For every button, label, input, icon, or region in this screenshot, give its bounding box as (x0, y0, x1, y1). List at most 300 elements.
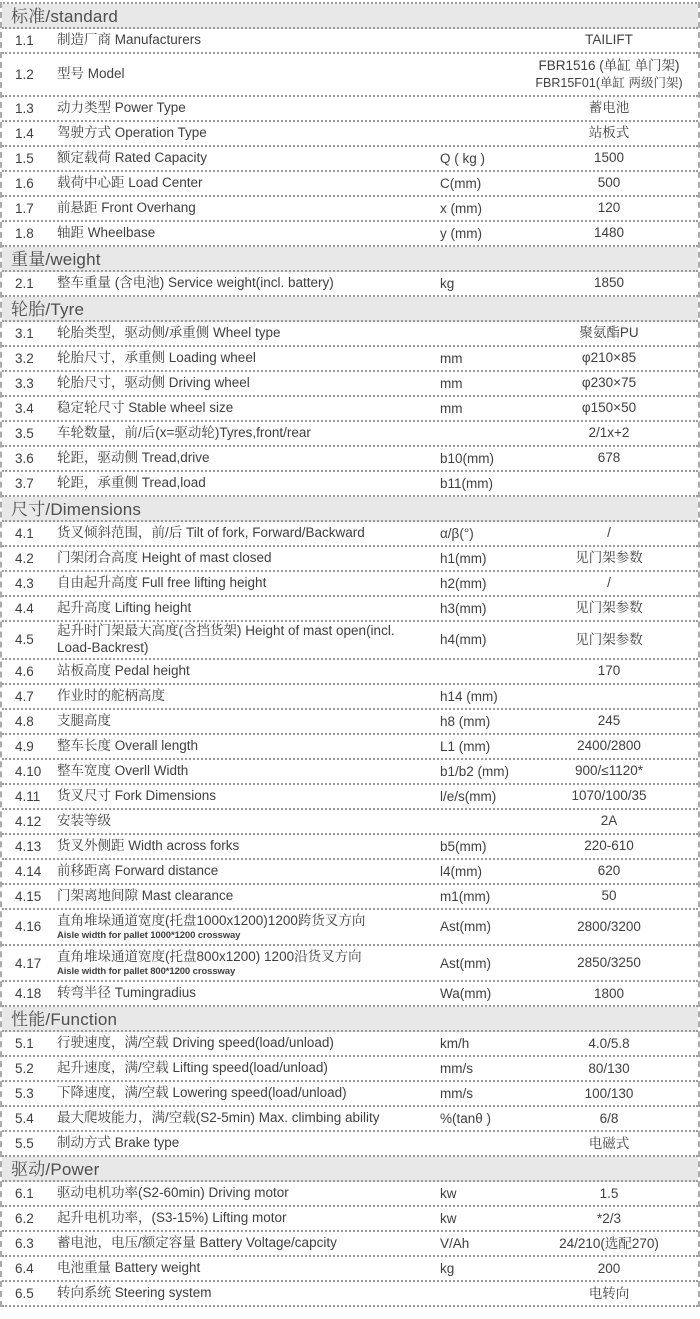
row-value-text: 见门架参数 (575, 600, 643, 616)
row-unit: h3(mm) (440, 601, 487, 617)
row-value (520, 787, 698, 805)
table-row (2, 522, 698, 547)
row-value (520, 1035, 698, 1053)
row-number: 5.3 (15, 1086, 34, 1102)
table-row (2, 54, 698, 97)
row-description-text: 安装等级 (57, 812, 111, 828)
row-value-text: 80/130 (588, 1060, 630, 1076)
row-number: 3.3 (15, 376, 34, 392)
row-description-text: 门架闭合高度 Height of mast closed (57, 550, 272, 566)
row-description (47, 225, 432, 242)
table-row (2, 1032, 698, 1057)
row-value-text: 蓄电池 (588, 100, 630, 116)
row-unit: h4(mm) (440, 632, 487, 648)
row-description (47, 32, 432, 49)
row-description-text: 前移距离 Forward distance (57, 862, 219, 878)
row-value (520, 99, 698, 117)
row-value (520, 574, 698, 592)
row-unit: kg (440, 276, 455, 292)
row-value-text: 2800/3200 (577, 918, 641, 934)
row-value (520, 31, 698, 49)
section-header: 尺寸/Dimensions (2, 497, 698, 522)
row-description-text: 货叉外侧距 Width across forks (57, 837, 240, 853)
row-value-text: 900/≤1120* (575, 763, 643, 779)
row-description-text: 轮胎类型，驱动侧/承重侧 Wheel type (57, 325, 281, 341)
row-unit: Ast(mm) (440, 919, 491, 935)
row-number: 6.5 (15, 1286, 34, 1302)
row-value (520, 712, 698, 730)
row-value (520, 985, 698, 1003)
row-value-text: 220-610 (584, 838, 634, 854)
row-value-text: FBR1516 (单缸 单门架) (538, 58, 680, 73)
row-description-text: 轮胎尺寸，承重侧 Loading wheel (57, 350, 256, 366)
row-number: 1.5 (15, 151, 34, 167)
row-number: 1.8 (15, 226, 34, 242)
row-description (47, 1260, 432, 1277)
table-row (2, 1057, 698, 1082)
section-header: 性能/Function (2, 1007, 698, 1032)
row-description (47, 738, 432, 755)
row-value (520, 954, 698, 972)
row-value (520, 124, 698, 142)
row-description (47, 838, 432, 855)
row-unit: kw (440, 1211, 457, 1227)
row-value (520, 812, 698, 830)
row-number: 4.16 (15, 919, 42, 935)
row-description (47, 663, 432, 680)
row-value (520, 918, 698, 936)
row-description-text: 转弯半径 Tumingradius (57, 985, 197, 1001)
row-unit: mm (440, 351, 463, 367)
row-unit: kg (440, 1261, 455, 1277)
row-number: 3.5 (15, 426, 34, 442)
row-description (47, 813, 432, 830)
row-value (520, 274, 698, 292)
row-description-subtext: Aisle width for pallet 1000*1200 crossway (57, 929, 241, 941)
row-value-text: φ230×75 (581, 375, 637, 391)
row-number: 1.2 (15, 67, 34, 83)
row-value-text: 4.0/5.8 (588, 1035, 630, 1051)
row-value-text: *2/3 (596, 1210, 622, 1226)
row-number: 1.3 (15, 101, 34, 117)
row-description (47, 1060, 432, 1077)
row-value-text: 2400/2800 (577, 738, 641, 754)
row-unit: b10(mm) (440, 451, 495, 467)
row-description (47, 550, 432, 567)
row-number: 1.6 (15, 176, 34, 192)
table-row (2, 572, 698, 597)
row-value-text: 1500 (593, 150, 625, 166)
table-row (2, 472, 698, 497)
row-description (47, 150, 432, 167)
row-value (520, 737, 698, 755)
row-unit: b1/b2 (mm) (440, 763, 510, 779)
row-description-text: 前悬距 Front Overhang (57, 200, 196, 216)
row-unit: V/Ah (440, 1236, 470, 1252)
row-number: 4.4 (15, 601, 34, 617)
row-description (47, 125, 432, 142)
row-value (520, 149, 698, 167)
row-value (520, 1260, 698, 1278)
table-row (2, 322, 698, 347)
row-description (47, 175, 432, 192)
row-value-text: 678 (597, 450, 621, 466)
row-description (47, 400, 432, 417)
row-value-text: 见门架参数 (575, 631, 643, 647)
row-unit: L1 (mm) (440, 738, 491, 754)
row-description (47, 425, 432, 442)
row-description-text: 驱动电机功率(S2-60min) Driving motor (57, 1185, 289, 1201)
row-description-text: 蓄电池，电压/额定容量 Battery Voltage/capcity (57, 1235, 337, 1251)
row-value-text: 见门架参数 (575, 550, 643, 566)
row-value-text: 1.5 (599, 1185, 619, 1201)
row-description-text: 起升速度，满/空载 Lifting speed(load/unload) (57, 1060, 328, 1076)
row-value-text: 170 (597, 663, 621, 679)
row-value-text: 1480 (593, 225, 625, 241)
row-number: 4.12 (15, 813, 42, 829)
row-value (520, 1060, 698, 1078)
row-description (47, 688, 432, 705)
row-description (47, 1110, 432, 1127)
table-row (2, 885, 698, 910)
row-description-subtext: Aisle width for pallet 800*1200 crossway (57, 965, 236, 977)
row-description-text: 电池重量 Battery weight (57, 1260, 201, 1276)
table-row (2, 547, 698, 572)
row-description (47, 325, 432, 342)
table-row (2, 710, 698, 735)
row-value (520, 424, 698, 442)
table-row (2, 422, 698, 447)
row-description (47, 275, 432, 292)
row-description-text: 作业时的舵柄高度 (57, 687, 165, 703)
row-number: 4.6 (15, 663, 34, 679)
row-number: 4.5 (15, 632, 34, 648)
row-value (520, 862, 698, 880)
row-unit: Ast(mm) (440, 955, 491, 971)
row-description (47, 475, 432, 492)
row-description (47, 350, 432, 367)
row-description-text: 整车重量 (含电池) Service weight(incl. battery) (57, 275, 334, 291)
table-row (2, 197, 698, 222)
table-row (2, 147, 698, 172)
row-number: 3.1 (15, 326, 34, 342)
row-value (520, 349, 698, 367)
row-value (520, 324, 698, 342)
row-number: 5.2 (15, 1061, 34, 1077)
row-number: 2.1 (15, 276, 34, 292)
row-value-text: 1850 (593, 275, 625, 291)
row-description-text: 支腿高度 (57, 712, 111, 728)
row-number: 5.1 (15, 1036, 34, 1052)
row-description-text: 货叉倾斜范围，前/后 Tilt of fork, Forward/Backward (57, 525, 365, 541)
row-description (47, 575, 432, 592)
row-unit: h14 (mm) (440, 688, 498, 704)
row-description (47, 788, 432, 805)
table-row (2, 1207, 698, 1232)
row-number: 4.18 (15, 986, 42, 1002)
row-number: 3.7 (15, 476, 34, 492)
row-value-text: TAILIFT (585, 32, 633, 48)
row-value-text: 100/130 (584, 1085, 634, 1101)
row-description-text: 下降速度，满/空载 Lowering speed(load/unload) (57, 1085, 347, 1101)
row-value-text: φ210×85 (581, 350, 637, 366)
table-row (2, 910, 698, 946)
table-row (2, 172, 698, 197)
row-value-text: 1070/100/35 (571, 788, 647, 804)
row-unit: mm (440, 401, 463, 417)
table-row (2, 29, 698, 54)
row-value-text: 站板式 (588, 125, 630, 141)
row-number: 3.4 (15, 401, 34, 417)
row-unit: h1(mm) (440, 551, 487, 567)
table-row (2, 97, 698, 122)
table-row (2, 122, 698, 147)
table-row (2, 810, 698, 835)
row-value-text: 6/8 (599, 1110, 619, 1126)
table-row (2, 447, 698, 472)
row-value (520, 599, 698, 617)
section-header: 重量/weight (2, 247, 698, 272)
row-unit: C(mm) (440, 176, 482, 192)
table-row (2, 597, 698, 622)
row-number: 4.1 (15, 526, 34, 542)
row-unit: %(tanθ ) (440, 1111, 492, 1127)
row-value (520, 887, 698, 905)
row-number: 4.9 (15, 738, 34, 754)
table-row (2, 760, 698, 785)
row-description (47, 525, 432, 542)
row-value (520, 449, 698, 467)
row-unit: l4(mm) (440, 863, 482, 879)
row-unit: km/h (440, 1036, 470, 1052)
row-number: 6.3 (15, 1236, 34, 1252)
row-description-text: 起升高度 Lifting height (57, 600, 192, 616)
row-number: 4.7 (15, 688, 34, 704)
row-description (47, 1085, 432, 1102)
row-value-text: 50 (601, 888, 617, 904)
row-description-text: 载荷中心距 Load Center (57, 175, 203, 191)
row-description (47, 1185, 432, 1202)
row-description (47, 1135, 432, 1152)
row-description (47, 913, 432, 941)
table-row (2, 835, 698, 860)
row-number: 5.4 (15, 1111, 34, 1127)
section-header: 驱动/Power (2, 1157, 698, 1182)
row-description (47, 100, 432, 117)
row-unit: h2(mm) (440, 576, 487, 592)
row-value-text: / (607, 575, 611, 591)
row-unit: mm (440, 376, 463, 392)
row-unit: x (mm) (440, 201, 482, 217)
row-description-text: 起升电机功率，(S3-15%) Lifting motor (57, 1210, 287, 1226)
row-value (520, 199, 698, 217)
row-description-text: 轮距，承重侧 Tread,load (57, 475, 206, 491)
row-description (47, 949, 432, 977)
row-value-text: / (607, 525, 611, 541)
row-value (520, 1185, 698, 1203)
row-description-text: 额定载荷 Rated Capacity (57, 150, 208, 166)
row-description-text: 整车长度 Overall length (57, 737, 199, 753)
row-unit: α/β(°) (440, 526, 474, 542)
row-description (47, 863, 432, 880)
table-row (2, 1282, 698, 1307)
table-row (2, 946, 698, 982)
row-description-text: 行驶速度，满/空载 Driving speed(load/unload) (57, 1035, 334, 1051)
row-number: 4.14 (15, 863, 42, 879)
row-description-text: 车轮数量，前/后(x=驱动轮)Tyres,front/rear (57, 425, 311, 441)
row-description-text: 货叉尺寸 Fork Dimensions (57, 787, 217, 803)
table-row (2, 685, 698, 710)
row-description (47, 200, 432, 217)
table-row (2, 1257, 698, 1282)
row-value-text: 120 (597, 200, 621, 216)
row-description (47, 888, 432, 905)
row-value (520, 1085, 698, 1103)
row-value-text: 500 (597, 175, 621, 191)
row-number: 4.13 (15, 838, 42, 854)
row-value (520, 57, 698, 92)
table-row (2, 622, 698, 660)
row-value (520, 1210, 698, 1228)
row-description (47, 450, 432, 467)
row-description-text: 整车宽度 Overll Width (57, 762, 189, 778)
row-description-text: 最大爬坡能力，满/空载(S2-5min) Max. climbing ability (57, 1110, 380, 1126)
row-value-text: 2/1x+2 (588, 425, 630, 441)
row-number: 4.17 (15, 955, 42, 971)
row-description (47, 66, 432, 83)
row-description-text: 制造厂商 Manufacturers (57, 32, 202, 48)
row-unit: h8 (mm) (440, 713, 491, 729)
row-number: 3.6 (15, 451, 34, 467)
table-row (2, 372, 698, 397)
table-row (2, 347, 698, 372)
row-description (47, 623, 432, 657)
row-value (520, 524, 698, 542)
table-row (2, 785, 698, 810)
section-header: 轮胎/Tyre (2, 297, 698, 322)
row-unit: b5(mm) (440, 838, 487, 854)
table-row (2, 1232, 698, 1257)
row-description-text: 门架离地间隙 Mast clearance (57, 887, 234, 903)
row-description (47, 1235, 432, 1252)
row-value-text: 聚氨酯PU (579, 325, 639, 341)
row-value-text: φ150×50 (581, 400, 637, 416)
row-description (47, 1035, 432, 1052)
row-number: 4.11 (15, 788, 41, 804)
row-description-text: 制动方式 Brake type (57, 1135, 180, 1151)
row-number: 4.3 (15, 576, 34, 592)
row-value (520, 1110, 698, 1128)
row-description (47, 600, 432, 617)
table-row (2, 272, 698, 297)
row-unit: Q ( kg ) (440, 151, 486, 167)
row-value-text: 200 (597, 1260, 621, 1276)
row-number: 6.4 (15, 1261, 34, 1277)
row-value (520, 762, 698, 780)
row-value (520, 374, 698, 392)
row-value (520, 837, 698, 855)
row-value (520, 1285, 698, 1303)
spec-table (0, 2, 700, 1307)
row-value (520, 174, 698, 192)
row-value-text: 2850/3250 (577, 955, 641, 971)
row-description (47, 1210, 432, 1227)
section-header: 标准/standard (2, 4, 698, 29)
row-value (520, 1235, 698, 1253)
row-description-text: 驾驶方式 Operation Type (57, 125, 207, 141)
row-description-text: 站板高度 Pedal height (57, 662, 190, 678)
row-description (47, 985, 432, 1002)
row-description (47, 375, 432, 392)
table-row (2, 735, 698, 760)
row-unit: b11(mm) (440, 476, 494, 492)
row-description-text: 轮胎尺寸，驱动侧 Driving wheel (57, 375, 250, 391)
row-description-text: 起升时门架最大高度(含挡货架) Height of mast open(incl. Load-Backrest) (57, 623, 395, 655)
row-description (47, 713, 432, 730)
table-row (2, 1182, 698, 1207)
table-row (2, 1107, 698, 1132)
row-value-text: 620 (597, 863, 621, 879)
row-number: 3.2 (15, 351, 34, 367)
row-number: 6.1 (15, 1186, 34, 1202)
row-description-text: 轮距，驱动侧 Tread,drive (57, 450, 210, 466)
table-row (2, 660, 698, 685)
row-description-text: 直角堆垛通道宽度(托盘800x1200) 1200沿货叉方向 (57, 949, 362, 965)
row-number: 4.2 (15, 551, 34, 567)
row-unit: l/e/s(mm) (440, 788, 497, 804)
row-description-text: 动力类型 Power Type (57, 100, 186, 116)
row-value-text: 2A (600, 813, 618, 829)
table-row (2, 860, 698, 885)
row-number: 1.7 (15, 201, 34, 217)
row-number: 4.10 (15, 763, 42, 779)
row-unit: mm/s (440, 1061, 473, 1077)
row-unit: y (mm) (440, 226, 482, 242)
row-unit: mm/s (440, 1086, 473, 1102)
row-number: 6.2 (15, 1211, 34, 1227)
row-value-text-2: FBR15F01(单缸 两级门架) (535, 76, 683, 91)
table-row (2, 982, 698, 1007)
row-value (520, 549, 698, 567)
row-value-text: 电转向 (588, 1285, 630, 1301)
row-value (520, 399, 698, 417)
row-value-text: 24/210(选配270) (559, 1235, 659, 1251)
row-unit: m1(mm) (440, 888, 491, 904)
row-value-text: 245 (597, 713, 621, 729)
row-description-text: 转向系统 Steering system (57, 1285, 212, 1301)
row-description (47, 1285, 432, 1302)
row-number: 4.8 (15, 713, 34, 729)
row-value (520, 1135, 698, 1153)
row-value (520, 662, 698, 680)
row-value-text: 电磁式 (588, 1135, 630, 1151)
table-row (2, 1082, 698, 1107)
table-row (2, 1132, 698, 1157)
row-description-text: 直角堆垛通道宽度(托盘1000x1200)1200跨货叉方向 (57, 912, 366, 928)
row-description (47, 763, 432, 780)
row-value (520, 224, 698, 242)
table-row (2, 397, 698, 422)
row-unit: Wa(mm) (440, 986, 492, 1002)
row-description-text: 自由起升高度 Full free lifting height (57, 575, 267, 591)
row-number: 5.5 (15, 1136, 34, 1152)
row-value-text: 1800 (593, 985, 625, 1001)
row-description-text: 型号 Model (57, 66, 125, 82)
row-number: 1.4 (15, 126, 34, 142)
row-number: 1.1 (15, 33, 34, 48)
row-unit: kw (440, 1186, 457, 1202)
row-value (520, 631, 698, 649)
